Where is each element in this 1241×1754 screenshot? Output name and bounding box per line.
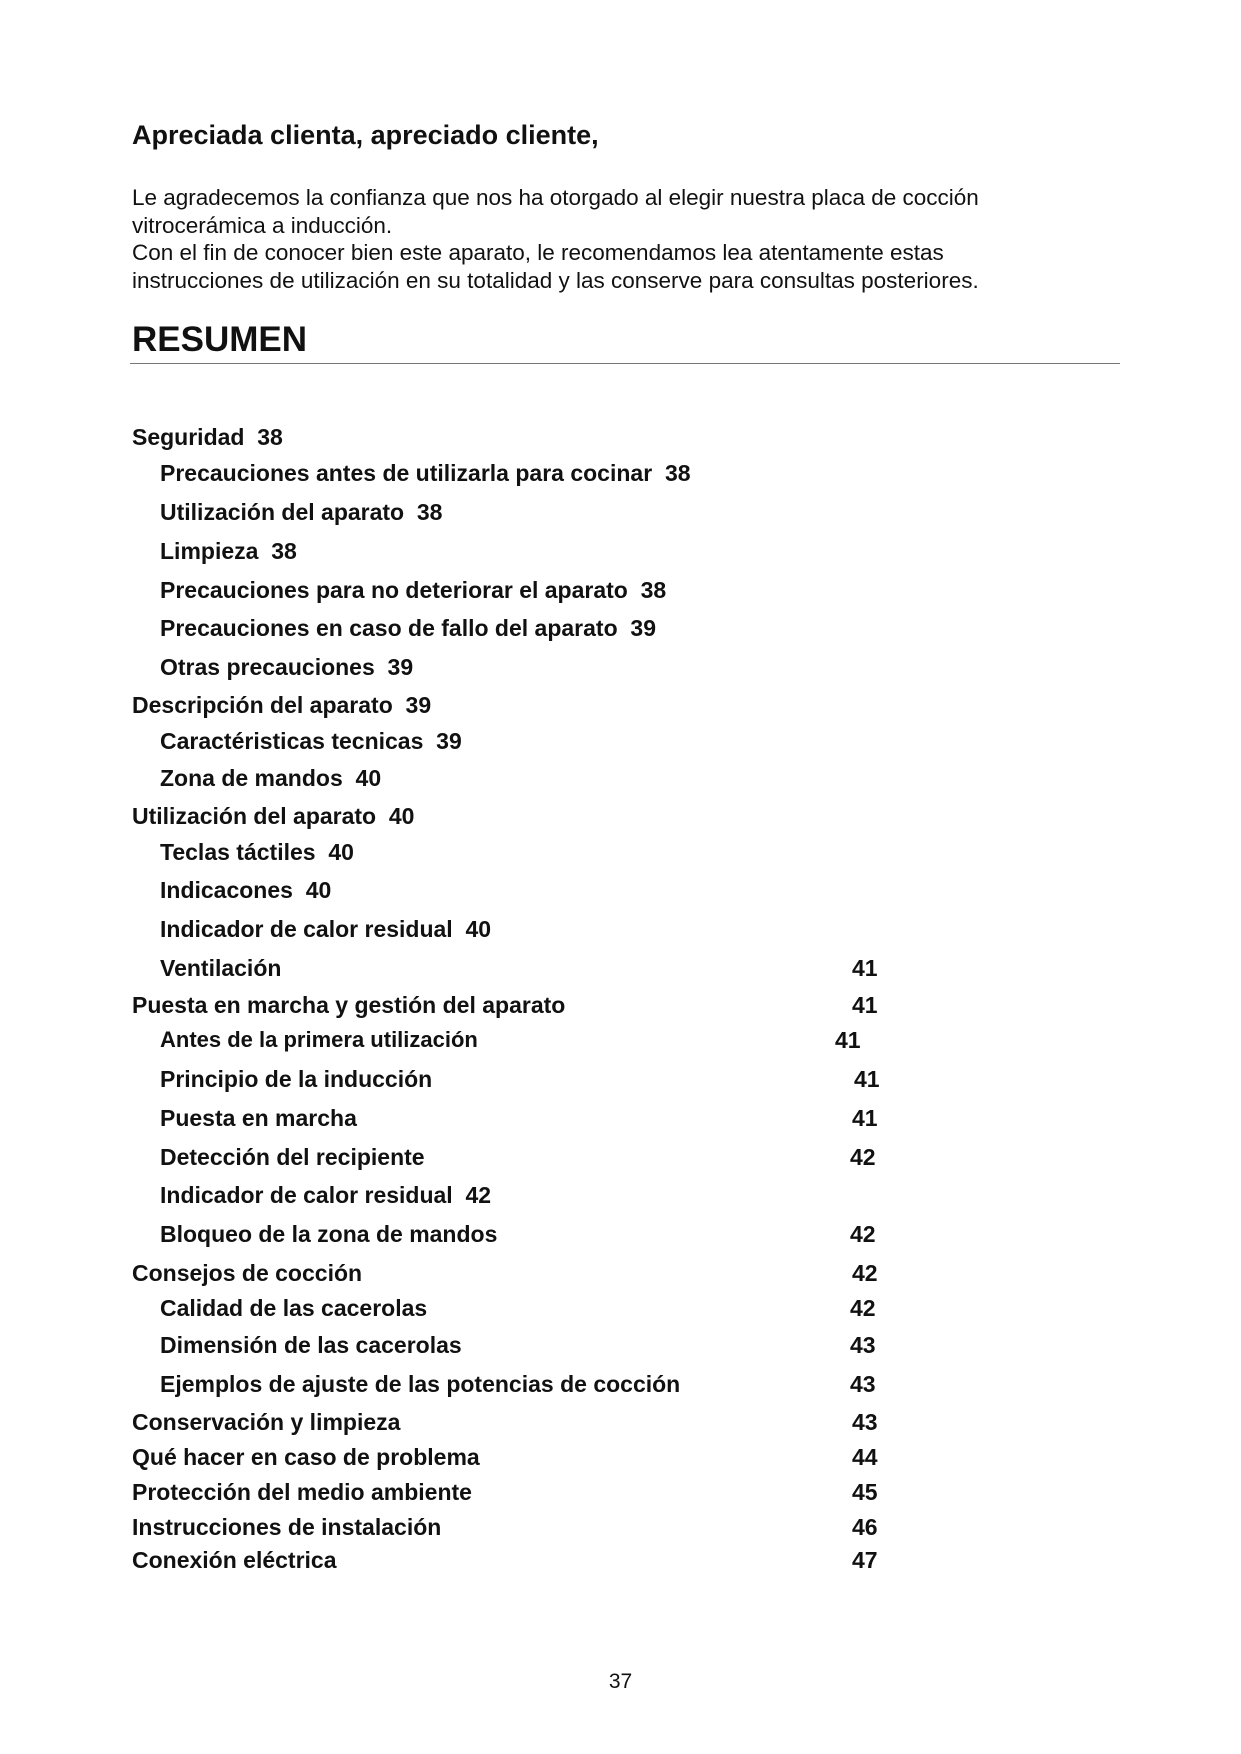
toc-entry[interactable] xyxy=(160,1143,425,1171)
toc-entry-page: 40 xyxy=(355,765,382,791)
toc-entry-label: Protección del medio ambiente xyxy=(132,1479,472,1505)
toc-entry-label: Instrucciones de instalación xyxy=(132,1514,442,1540)
toc-entry-label: Limpieza xyxy=(160,538,259,564)
toc-entry[interactable] xyxy=(160,1181,491,1209)
toc-entry[interactable] xyxy=(132,1546,337,1574)
greeting-heading: Apreciada clienta, apreciado cliente, xyxy=(132,120,599,150)
toc-entry-label: Dimensión de las cacerolas xyxy=(160,1332,462,1358)
toc-entry[interactable] xyxy=(132,802,414,830)
toc-entry-page: 39 xyxy=(436,728,462,754)
toc-entry-page: 38 xyxy=(664,460,691,486)
toc-entry-page: 40 xyxy=(388,803,415,829)
toc-entry-page: 39 xyxy=(405,692,432,718)
toc-entry-page: 41 xyxy=(852,955,878,981)
toc-entry-label: Seguridad xyxy=(132,424,245,450)
toc-entry-label: Calidad de las cacerolas xyxy=(160,1295,428,1321)
toc-entry[interactable] xyxy=(160,1294,427,1322)
toc-entry-label: Principio de la inducción xyxy=(160,1066,433,1092)
toc-entry-page: 42 xyxy=(850,1221,876,1247)
toc-entry[interactable] xyxy=(132,691,431,719)
toc-entry-label: Bloqueo de la zona de mandos xyxy=(160,1221,498,1247)
toc-entry[interactable] xyxy=(160,1065,432,1093)
toc-entry-page: 41 xyxy=(835,1027,861,1053)
toc-entry-page: 39 xyxy=(387,654,414,680)
toc-entry-label: Precauciones en caso de fallo del aparato xyxy=(160,615,618,641)
toc-entry[interactable] xyxy=(160,537,297,565)
toc-entry[interactable] xyxy=(160,1370,680,1398)
toc-entry-page: 43 xyxy=(852,1409,878,1435)
toc-entry[interactable] xyxy=(160,576,666,604)
toc-entry[interactable] xyxy=(160,954,281,982)
page-number: 37 xyxy=(608,1670,633,1693)
toc-entry-label: Indicacones xyxy=(160,877,293,903)
toc-entry-label: Otras precauciones xyxy=(160,654,375,680)
toc-entry-page: 42 xyxy=(465,1182,492,1208)
intro-line: instrucciones de utilización en su totalidad y las conserve para consultas posteriores. xyxy=(132,267,979,293)
toc-entry[interactable] xyxy=(160,614,656,642)
toc-entry-label: Consejos de cocción xyxy=(132,1260,363,1286)
title-divider xyxy=(130,363,1120,364)
intro-line: Con el fin de conocer bien este aparato, le recomendamos lea atentamente estas xyxy=(132,240,944,265)
toc-entry-label: Indicador de calor residual xyxy=(160,1182,453,1208)
toc-entry-label: Indicador de calor residual xyxy=(160,916,453,942)
intro-line: Le agradecemos la confianza que nos ha otorgado al elegir nuestra placa de cocción xyxy=(132,185,979,210)
intro-paragraph xyxy=(132,184,1092,294)
toc-entry-label: Teclas táctiles xyxy=(160,839,316,865)
toc-entry[interactable] xyxy=(132,423,283,451)
toc-entry[interactable] xyxy=(160,876,331,904)
toc-entry-label: Precauciones para no deteriorar el aparato xyxy=(160,577,628,603)
toc-entry-page: 43 xyxy=(850,1332,876,1358)
toc-entry-page: 42 xyxy=(850,1295,876,1321)
toc-entry-label: Caractéristicas tecnicas xyxy=(160,728,424,754)
toc-entry-page: 40 xyxy=(465,916,492,942)
toc-title: RESUMEN xyxy=(132,320,308,359)
toc-entry[interactable] xyxy=(160,653,413,681)
toc-entry-page: 42 xyxy=(850,1144,876,1170)
toc-entry-label: Conexión eléctrica xyxy=(132,1547,337,1573)
toc-entry-label: Antes de la primera utilización xyxy=(160,1027,478,1052)
toc-entry-page: 41 xyxy=(852,992,878,1018)
toc-entry[interactable] xyxy=(160,498,442,526)
toc-entry-label: Puesta en marcha xyxy=(160,1105,357,1131)
toc-entry[interactable] xyxy=(132,1408,400,1436)
toc-entry-page: 42 xyxy=(852,1260,878,1286)
toc-entry[interactable] xyxy=(160,459,691,487)
toc-entry-label: Detección del recipiente xyxy=(160,1144,425,1170)
toc-entry-page: 38 xyxy=(640,577,667,603)
toc-entry[interactable] xyxy=(132,991,565,1019)
toc-entry-page: 39 xyxy=(630,615,656,641)
toc-entry[interactable] xyxy=(160,1331,462,1359)
toc-entry-page: 38 xyxy=(257,424,283,450)
toc-entry[interactable] xyxy=(132,1478,472,1506)
toc-entry[interactable] xyxy=(160,915,491,943)
toc-entry-page: 40 xyxy=(328,839,354,865)
toc-entry-label: Puesta en marcha y gestión del aparato xyxy=(132,992,566,1018)
toc-entry-page: 40 xyxy=(305,877,332,903)
toc-entry-label: Qué hacer en caso de problema xyxy=(132,1444,480,1470)
toc-entry-label: Ejemplos de ajuste de las potencias de cocción xyxy=(160,1371,681,1397)
toc-entry[interactable] xyxy=(132,1259,362,1287)
toc-entry-page: 38 xyxy=(416,499,443,525)
toc-entry-page: 44 xyxy=(852,1444,878,1470)
toc-entry[interactable] xyxy=(160,764,381,792)
toc-entry-label: Conservación y limpieza xyxy=(132,1409,401,1435)
toc-entry-page: 47 xyxy=(852,1547,878,1573)
toc-entry-page: 41 xyxy=(854,1066,880,1092)
toc-entry[interactable] xyxy=(132,1443,480,1471)
toc-entry[interactable] xyxy=(160,727,462,755)
toc-entry-label: Utilización del aparato xyxy=(160,499,405,525)
toc-entry-page: 46 xyxy=(852,1514,878,1540)
toc-entry-label: Zona de mandos xyxy=(160,765,343,791)
toc-entry[interactable] xyxy=(160,1026,478,1054)
intro-line: vitrocerámica a inducción. xyxy=(132,212,393,238)
toc-entry-label: Precauciones antes de utilizarla para cocinar xyxy=(160,460,653,486)
toc-entry-label: Utilización del aparato xyxy=(132,803,377,829)
toc-entry-page: 45 xyxy=(852,1479,878,1505)
toc-entry-page: 41 xyxy=(852,1105,878,1131)
toc-entry[interactable] xyxy=(132,1513,441,1541)
toc-entry-page: 43 xyxy=(850,1371,876,1397)
toc-entry-label: Ventilación xyxy=(160,955,282,981)
toc-entry-page: 38 xyxy=(271,538,297,564)
toc-entry[interactable] xyxy=(160,1220,497,1248)
toc-entry[interactable] xyxy=(160,838,354,866)
toc-entry[interactable] xyxy=(160,1104,357,1132)
toc-entry-label: Descripción del aparato xyxy=(132,692,393,718)
